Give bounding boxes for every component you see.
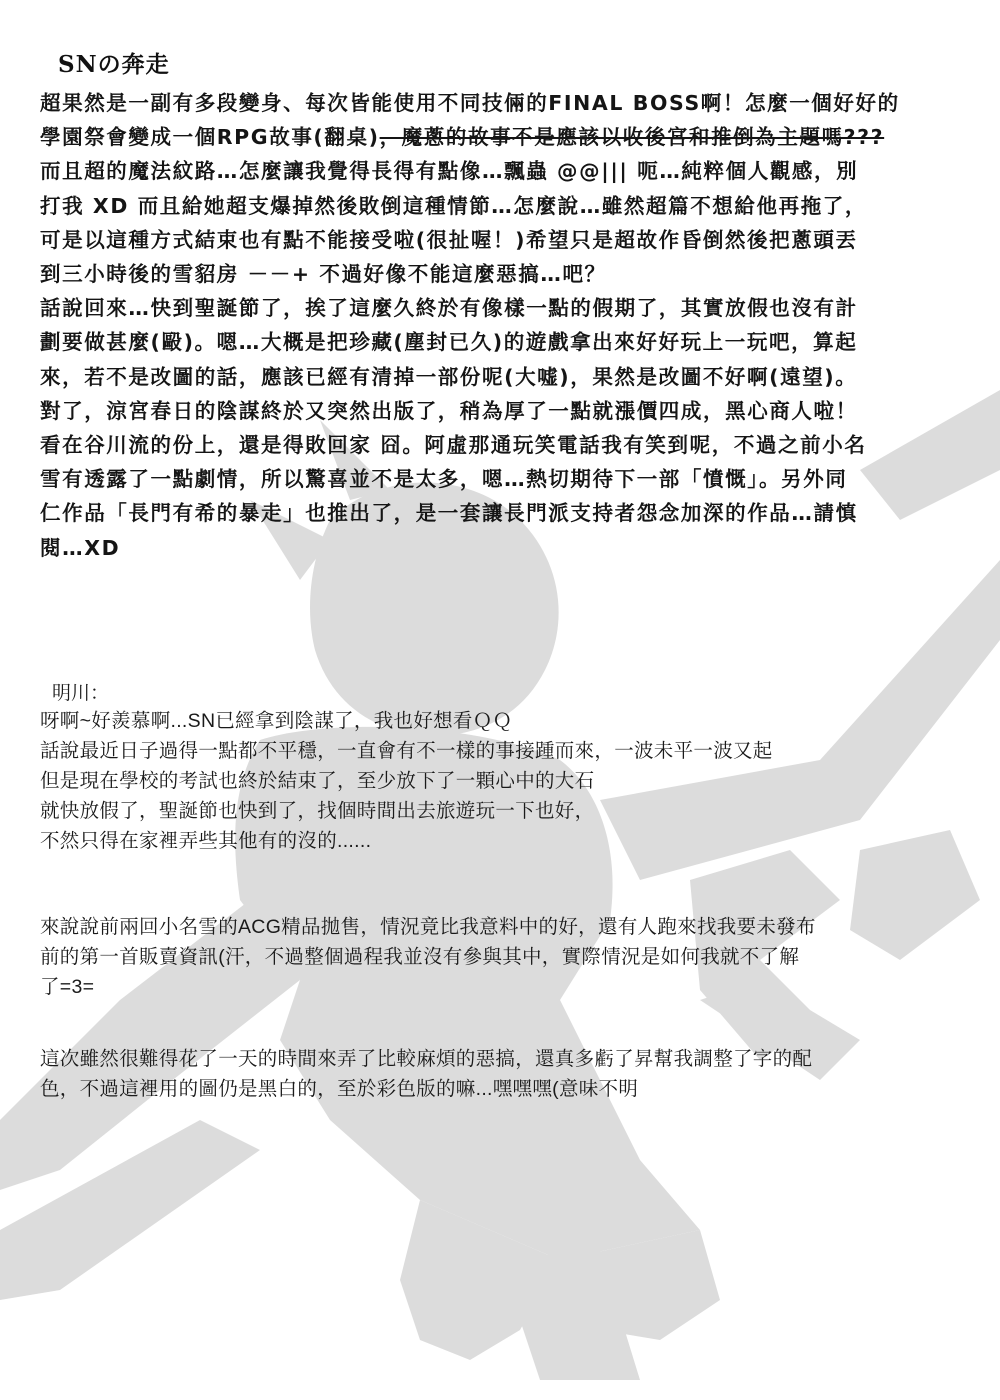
sn-line-text: 超果然是一副有多段變身、每次皆能使用不同技倆的FINAL BOSS啊！怎麼一個好好的 [40, 91, 900, 115]
mingchuan-text-line: 前的第一首販賣資訊(汗，不過整個過程我並沒有參與其中，實際情況是如何我就不了解 [40, 946, 800, 968]
mingchuan-text-line: 色，不過這裡用的圖仍是黑白的，至於彩色版的嘛...嘿嘿嘿(意味不明 [40, 1078, 639, 1100]
sn-text-line [40, 223, 970, 257]
sn-text-line [40, 462, 970, 496]
mingchuan-text-line: 呀啊~好羨慕啊...SN已經拿到陰謀了，我也好想看ＱＱ [40, 710, 513, 732]
sn-text-line [40, 394, 970, 428]
sn-text-line [40, 86, 970, 120]
sn-line-text: 仁作品「長門有希的暴走」也推出了，是一套讓長門派支持者怨念加深的作品…請慎 [40, 501, 858, 526]
sn-line-text: 對了，涼宮春日的陰謀終於又突然出版了，稍為厚了一點就漲價四成，黑心商人啦！ [40, 398, 858, 423]
sn-line-text: 閱…XD [40, 535, 121, 560]
sn-line-text: 可是以這種方式結束也有點不能接受啦(很扯喔！)希望只是超故作昏倒然後把蔥頭丟 [40, 227, 858, 252]
struck-through-text: ，魔蔥的故事不是應該以收後宮和推倒為主題嗎??? [379, 125, 885, 150]
author-label: 明川： [52, 683, 110, 704]
mingchuan-paragraph [40, 912, 970, 1002]
mingchuan-text-line: 來說說前兩回小名雪的ACG精品拋售，情況竟比我意料中的好，還有人跑來找我要未發布 [40, 916, 816, 938]
section-heading: SNの奔走 [58, 51, 170, 78]
sn-line-text: 學園祭會變成一個RPG故事(翻桌) [40, 125, 380, 150]
sn-line-text: 來，若不是改圖的話，應該已經有清掉一部份呢(大嘘)，果然是改圖不好啊(遠望)。 [40, 364, 858, 389]
sn-text-line [40, 120, 970, 154]
sn-text-line [40, 154, 970, 188]
sn-line-text: 話說回來…快到聖誕節了，挨了這麼久終於有像樣一點的假期了，其實放假也沒有計 [40, 296, 858, 321]
sn-line-text: 打我 XD 而且給她超支爆掉然後敗倒這種情節…怎麼說…雖然超篇不想給他再拖了， [40, 193, 867, 218]
sn-section [40, 86, 970, 565]
sn-text-line [40, 428, 970, 462]
sn-line-text: 到三小時後的雪貂房 －－+ 不過好像不能這麼惡搞…吧？ [40, 262, 607, 287]
sn-line-text: 而且超的魔法紋路…怎麼讓我覺得長得有點像…飄蟲 @@||| 呃…純粹個人觀感，別 [40, 159, 859, 184]
mingchuan-text-line: 就快放假了，聖誕節也快到了，找個時間出去旅遊玩一下也好， [40, 800, 595, 822]
sn-text-line [40, 257, 970, 291]
sn-text-line [40, 496, 970, 530]
sn-text-line [40, 189, 970, 223]
sn-text-line [40, 360, 970, 394]
sn-line-text: 雪有透露了一點劇情，所以驚喜並不是太多，嗯…熱切期待下一部「憤慨」。另外同 [40, 467, 848, 492]
sn-line-text: 劃要做甚麼(毆)。嗯…大概是把珍藏(塵封已久)的遊戲拿出來好好玩上一玩吧，算起 [40, 330, 858, 355]
sn-text-line [40, 291, 970, 325]
mingchuan-text-line: 但是現在學校的考試也終於結束了，至少放下了一顆心中的大石 [40, 770, 595, 792]
mingchuan-text-line: 這次雖然很難得花了一天的時間來弄了比較麻煩的惡搞，還真多虧了昇幫我調整了字的配 [40, 1048, 813, 1070]
sn-line-text: 看在谷川流的份上，還是得敗回家 囧。阿虛那通玩笑電話我有笑到呢，不過之前小名 [40, 433, 867, 458]
mingchuan-paragraph [40, 1044, 970, 1104]
sn-text-line [40, 325, 970, 359]
mingchuan-paragraph [40, 706, 970, 856]
mingchuan-text-line: 不然只得在家裡弄些其他有的沒的...... [40, 830, 372, 852]
mingchuan-text-line: 了=3= [40, 976, 95, 998]
mingchuan-text-line: 話說最近日子過得一點都不平穩，一直會有不一樣的事接踵而來，一波未平一波又起 [40, 740, 773, 762]
sn-text-line [40, 531, 970, 565]
